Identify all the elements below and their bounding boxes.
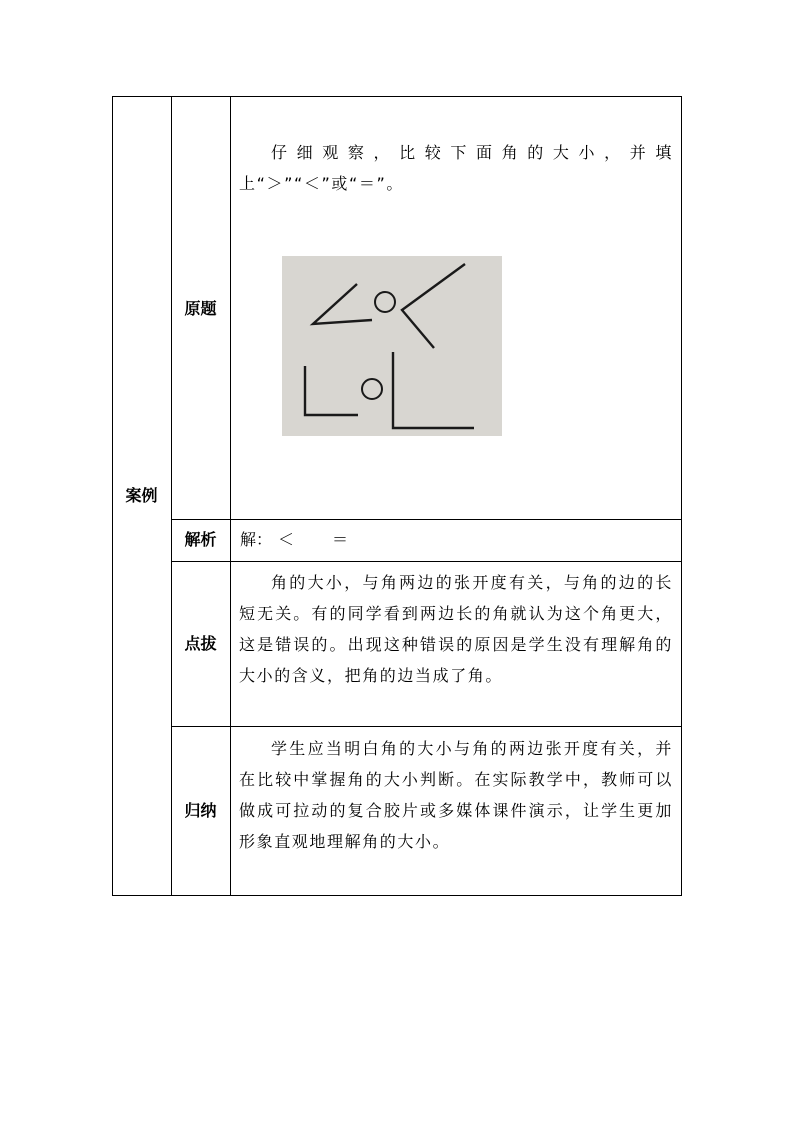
answer-angle-1: ＜ — [278, 530, 295, 549]
row-divider-2 — [171, 561, 682, 562]
case-table — [112, 96, 682, 896]
question-text: 仔细观察，比较下面角的大小，并填上“＞”“＜”或“＝”。 — [239, 143, 673, 193]
summary-text: 学生应当明白角的大小与角的两边张开度有关，并在比较中掌握角的大小判断。在实际教学中，教师可以做成可拉动的复合胶片或多媒体课件演示，让学生更加形象直观地理解角的大小。 — [239, 739, 673, 851]
hint-text: 角的大小，与角两边的张开度有关，与角的边的长短无关。有的同学看到两边长的角就认为这个角更大，这是错误的。出现这种错误的原因是学生没有理解角的大小的含义，把角的边当成了角。 — [239, 573, 673, 685]
angle-bottom-right-icon — [393, 352, 474, 428]
row-label-hint: 点拔 — [184, 634, 217, 653]
row-label-original-question: 原题 — [184, 299, 217, 318]
column-divider-1 — [171, 96, 172, 896]
table-border-right — [681, 96, 682, 896]
row-label-summary: 归纳 — [184, 801, 217, 820]
angle-comparison-figure — [282, 256, 502, 436]
table-border-top — [112, 96, 682, 97]
angle-top-right-icon — [402, 264, 465, 348]
angle-diagram — [282, 256, 502, 436]
angle-top-left-icon — [313, 284, 372, 324]
section-label: 案例 — [125, 486, 158, 505]
table-border-bottom — [112, 895, 682, 896]
row-divider-1 — [171, 519, 682, 520]
column-divider-2 — [230, 96, 231, 896]
answer-prefix: 解： — [240, 530, 273, 549]
row-divider-3 — [171, 726, 682, 727]
comparison-circle-bottom — [362, 379, 382, 399]
answer-angle-2: ＝ — [332, 530, 349, 549]
angle-bottom-left-icon — [305, 366, 358, 415]
row-label-analysis: 解析 — [184, 530, 217, 549]
comparison-circle-top — [375, 292, 395, 312]
analysis-answer — [240, 529, 348, 551]
